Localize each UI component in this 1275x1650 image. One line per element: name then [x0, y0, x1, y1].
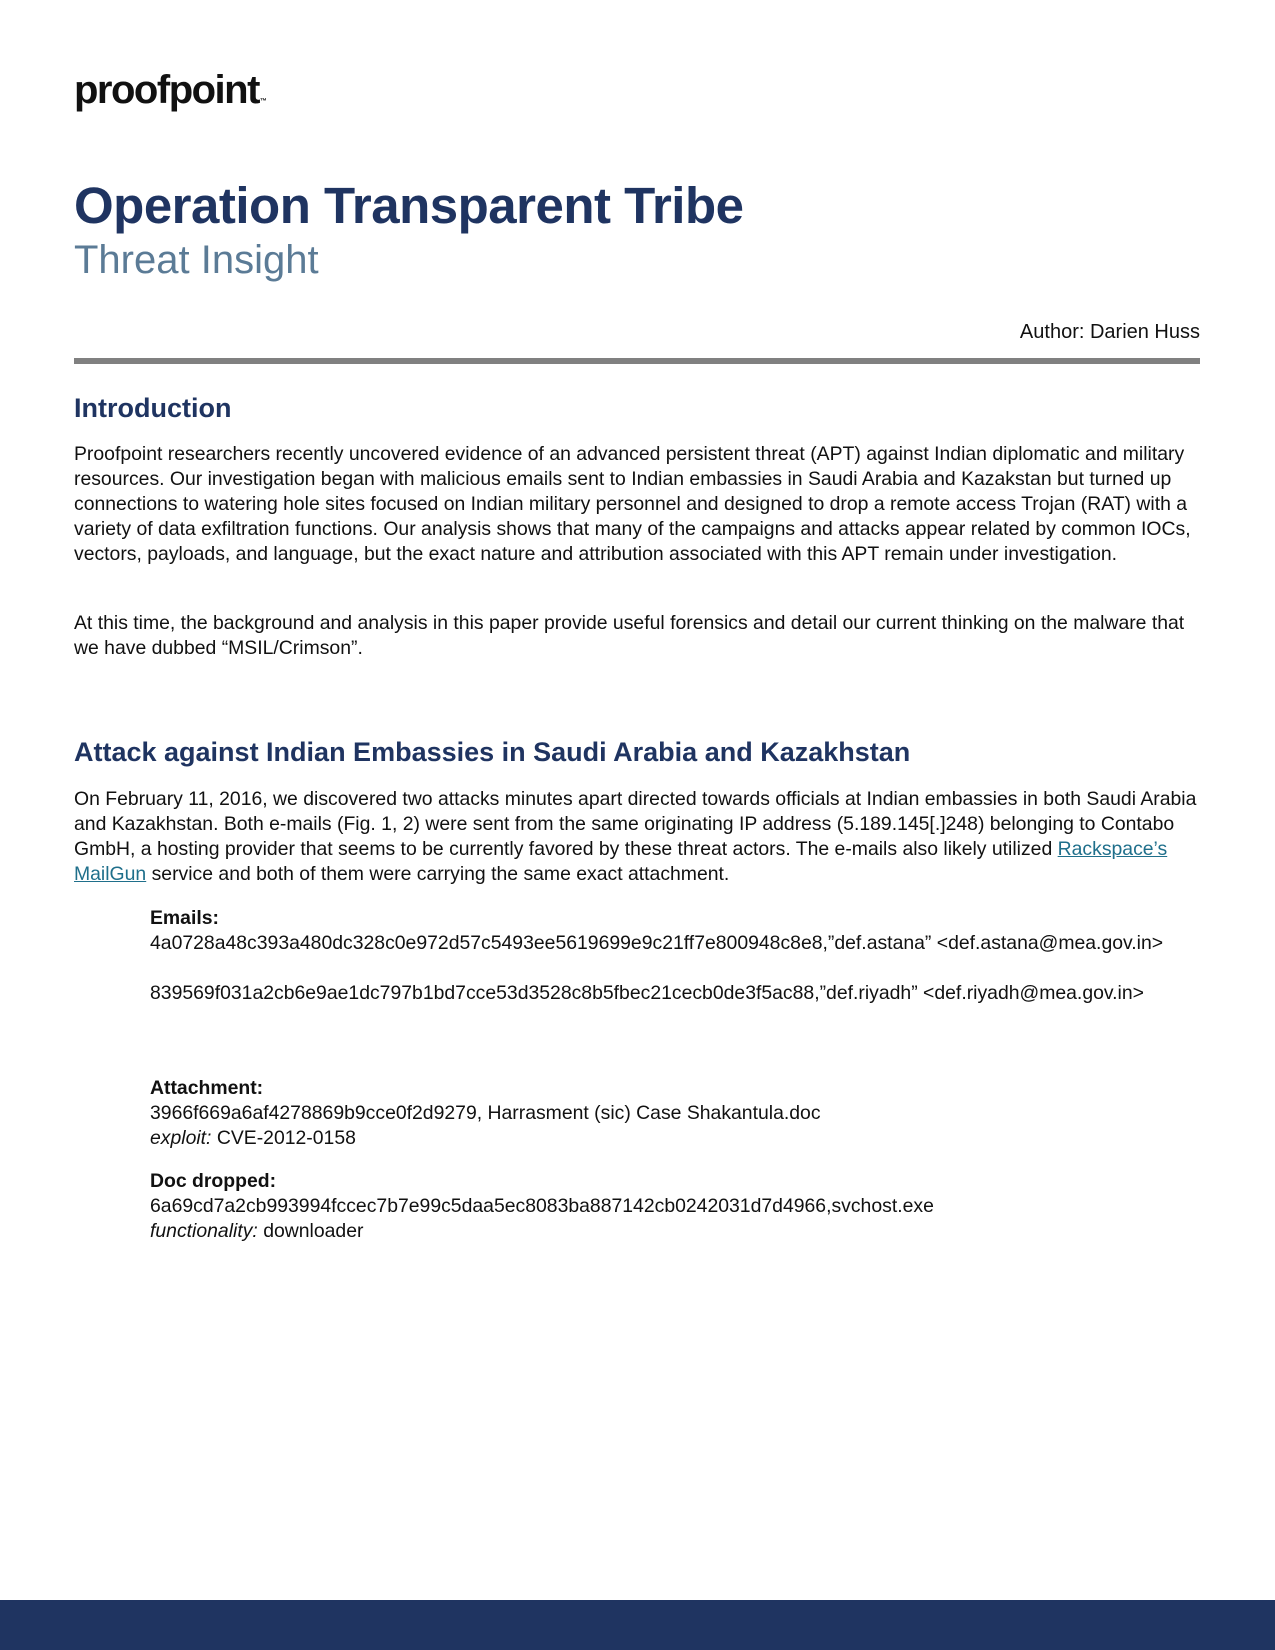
footer-bar [0, 1600, 1275, 1650]
exploit-label: exploit: [150, 1127, 212, 1149]
attack-text-before-link: On February 11, 2016, we discovered two attacks minutes apart directed towards officials at Indian embassies in both Saudi Arabia and Kazakhstan. Both e-mails (Fig. 1, 2) were sent from the same originating IP address (5.189.145[.]248) belonging to Contabo GmbH, a hosting provider that seems to be currently favored by these threat actors. The e-mails also likely utilized [74, 788, 1197, 860]
email-ioc-astana: 4a0728a48c393a480dc328c0e972d57c5493ee5619699e9c21ff7e800948c8e8,”def.astana” <def.astana@mea.gov.in> [150, 932, 1164, 954]
logo-trademark: ™ [259, 98, 267, 105]
doc-dropped-label: Doc dropped: [150, 1170, 277, 1192]
attachment-label: Attachment: [150, 1077, 264, 1099]
emails-block [150, 906, 1180, 1006]
document-subtitle: Threat Insight [74, 238, 319, 282]
logo-text: proofpoint [74, 68, 259, 112]
introduction-paragraph-2: At this time, the background and analysis in this paper provide useful forensics and detail our current thinking on the malware that we have dubbed “MSIL/Crimson”. [74, 612, 1185, 659]
exploit-value: CVE-2012-0158 [216, 1127, 356, 1149]
emails-label: Emails: [150, 907, 219, 929]
attack-paragraph [74, 787, 1204, 887]
mailgun-link[interactable]: Rackspace’s MailGun [74, 838, 1168, 885]
functionality-label: functionality: [150, 1220, 258, 1242]
proofpoint-logo [74, 70, 267, 110]
attachment-block [150, 1076, 1180, 1151]
functionality-line [150, 1219, 1180, 1244]
introduction-paragraph-1: Proofpoint researchers recently uncovered evidence of an advanced persistent threat (APT) against Indian diplomatic and military resources. Our investigation began with malicious emails sent to Indian embassies in Saudi Arabia and Kazakstan but turned up connections to watering hole sites focused on Indian military personnel and designed to drop a remote access Trojan (RAT) with a variety of data exfiltration functions. Our analysis shows that many of the campaigns and attacks appear related by common IOCs, vectors, payloads, and language, but the exact nature and attribution associated with this APT remain under investigation. [74, 443, 1191, 565]
attack-text-after-link: service and both of them were carrying the same exact attachment. [146, 863, 730, 885]
introduction-heading: Introduction [74, 393, 232, 423]
attachment-ioc: 3966f669a6af4278869b9cce0f2d9279, Harrasment (sic) Case Shakantula.doc [150, 1102, 821, 1124]
author-line: Author: Darien Huss [1019, 321, 1200, 343]
exploit-line [150, 1126, 1180, 1151]
attack-heading: Attack against Indian Embassies in Saudi Arabia and Kazakhstan [74, 737, 911, 767]
doc-dropped-ioc: 6a69cd7a2cb993994fccec7b7e99c5daa5ec8083ba887142cb0242031d7d4966,svchost.exe [150, 1195, 934, 1217]
email-ioc-riyadh: 839569f031a2cb6e9ae1dc797b1bd7cce53d3528c8b5fbec21cecb0de3f5ac88,”def.riyadh” <def.riyadh@mea.gov.in> [150, 982, 1144, 1004]
document-title: Operation Transparent Tribe [74, 177, 744, 234]
doc-dropped-block [150, 1169, 1180, 1244]
functionality-value: downloader [263, 1220, 364, 1242]
header-divider [74, 358, 1200, 364]
